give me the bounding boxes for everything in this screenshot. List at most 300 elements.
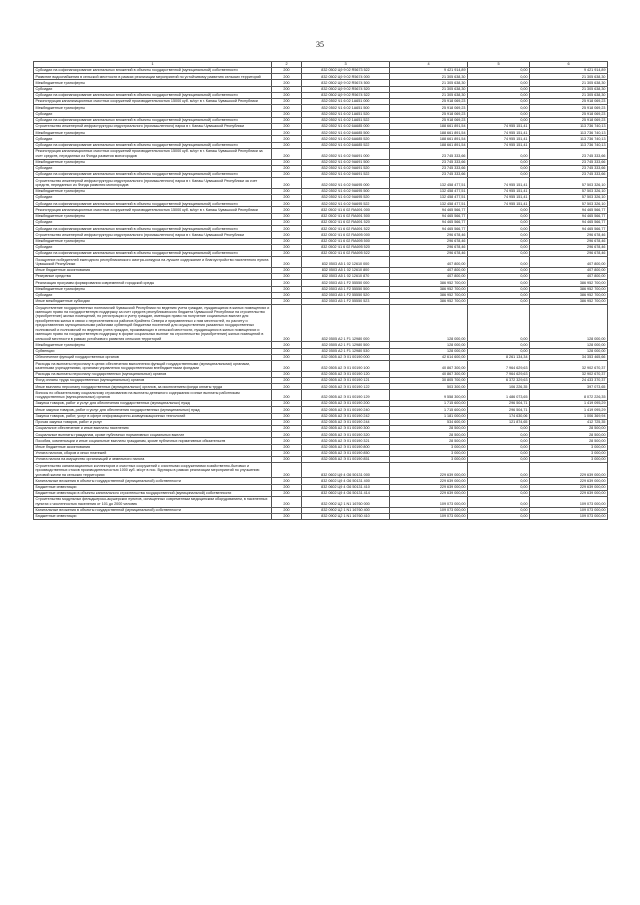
row-approved-cell: 534 600,00 bbox=[390, 419, 468, 425]
row-executed-cell: 296 504,71 bbox=[468, 401, 530, 407]
row-remaining-cell: 25 918 069,23 bbox=[530, 99, 608, 105]
row-executed-cell: 0,00 bbox=[468, 213, 530, 219]
row-code-cell: 200 bbox=[272, 195, 302, 201]
row-remaining-cell: 28 500,00 bbox=[530, 432, 608, 438]
row-remaining-cell: 21 305 638,30 bbox=[530, 86, 608, 92]
row-classification-cell: 832 0503 А5 1 02 12610 870 bbox=[302, 274, 390, 280]
row-remaining-cell: 94 465 566,77 bbox=[530, 226, 608, 232]
row-code-cell: 200 bbox=[272, 213, 302, 219]
row-name-cell: Субсидии bbox=[34, 86, 272, 92]
row-executed-cell: 106 226,35 bbox=[468, 384, 530, 390]
table-row bbox=[34, 438, 608, 444]
row-executed-cell: 0,00 bbox=[468, 513, 530, 519]
row-executed-cell: 74 955 151,41 bbox=[468, 123, 530, 129]
row-name-cell: Реконструкция канализационных очистных сооружений производительностью 15000 куб. м/сут в г. Канаш Чувашской Республики за счет средств, переданных из Фонда развития моногородов bbox=[34, 148, 272, 159]
row-classification-cell: 832 0505 А2 Э 01 00190 000 bbox=[302, 354, 390, 360]
row-code-cell: 200 bbox=[272, 148, 302, 159]
row-approved-cell: 386 952 700,00 bbox=[390, 286, 468, 292]
row-name-cell: Капитальные вложения в объекты государственной (муниципальной) собственности bbox=[34, 507, 272, 513]
budget-table bbox=[33, 61, 608, 520]
row-name-cell: Уплата налогов, сборов и иных платежей bbox=[34, 450, 272, 456]
row-executed-cell: 0,00 bbox=[468, 348, 530, 354]
row-approved-cell: 9 558 300,00 bbox=[390, 390, 468, 401]
row-remaining-cell: 57 503 326,10 bbox=[530, 178, 608, 189]
row-classification-cell: 832 0503 А5 1 02 12610 800 bbox=[302, 267, 390, 273]
row-name-cell: Субсидии на софинансирование капитальных вложений в объекты государственной (муниципальной) собственности bbox=[34, 142, 272, 148]
row-name-cell: Субсидии на софинансирование капитальных вложений в объекты государственной (муниципальной) собственности bbox=[34, 171, 272, 177]
row-code-cell: 200 bbox=[272, 111, 302, 117]
row-code-cell: 200 bbox=[272, 188, 302, 194]
row-name-cell: Субсидии на софинансирование капитальных вложений в объекты государственной (муниципальной) собственности bbox=[34, 226, 272, 232]
row-code-cell: 200 bbox=[272, 413, 302, 419]
row-name-cell: Межбюджетные трансферты bbox=[34, 286, 272, 292]
row-approved-cell: 503 300,00 bbox=[390, 384, 468, 390]
row-classification-cell: 832 0502 Ч1 6 02 1А651 000 bbox=[302, 99, 390, 105]
row-code-cell: 200 bbox=[272, 226, 302, 232]
row-classification-cell: 832 0502 Ц9 9 02 R5674 000 bbox=[302, 74, 390, 80]
row-code-cell: 200 bbox=[272, 159, 302, 165]
row-approved-cell: 109 073 000,00 bbox=[390, 497, 468, 508]
row-approved-cell: 128 000,00 bbox=[390, 342, 468, 348]
row-remaining-cell: 128 000,00 bbox=[530, 348, 608, 354]
row-remaining-cell: 21 305 638,30 bbox=[530, 92, 608, 98]
row-classification-cell: 832 0505 А2 Э 01 00190 121 bbox=[302, 378, 390, 384]
row-name-cell: Субсидии bbox=[34, 219, 272, 225]
column-header: 2 bbox=[272, 62, 302, 68]
row-code-cell: 200 bbox=[272, 68, 302, 74]
row-classification-cell: 832 0902 Ц2 1 N1 16760 400 bbox=[302, 507, 390, 513]
table-row bbox=[34, 490, 608, 496]
row-classification-cell: 832 0502 Ч1 6 02 9А695 522 bbox=[302, 201, 390, 207]
row-code-cell: 200 bbox=[272, 497, 302, 508]
row-classification-cell: 832 0602 Ц9 4 G6 50131 000 bbox=[302, 463, 390, 478]
row-approved-cell: 94 465 566,77 bbox=[390, 226, 468, 232]
table-row bbox=[34, 425, 608, 431]
column-header: 3 bbox=[302, 62, 390, 68]
row-name-cell: Резервные средства bbox=[34, 274, 272, 280]
row-name-cell: Фонд оплаты труда государственных (муниципальных) органов bbox=[34, 378, 272, 384]
row-classification-cell: 832 0503 А5 1 F2 55550 523 bbox=[302, 298, 390, 304]
row-executed-cell: 0,00 bbox=[468, 86, 530, 92]
row-remaining-cell: 109 073 000,00 bbox=[530, 513, 608, 519]
row-approved-cell: 40 867 300,00 bbox=[390, 361, 468, 372]
row-code-cell: 200 bbox=[272, 99, 302, 105]
row-approved-cell: 23 745 333,66 bbox=[390, 171, 468, 177]
row-code-cell: 200 bbox=[272, 354, 302, 360]
row-classification-cell: 832 0502 Ч1 6 02 RА695 500 bbox=[302, 238, 390, 244]
row-executed-cell: 74 955 151,41 bbox=[468, 136, 530, 142]
row-remaining-cell: 296 678,46 bbox=[530, 238, 608, 244]
table-row bbox=[34, 207, 608, 213]
table-row bbox=[34, 497, 608, 508]
row-classification-cell: 832 0502 Ч1 6 02 9А691 522 bbox=[302, 171, 390, 177]
row-classification-cell: 832 0502 Ч1 6 02 RА695 522 bbox=[302, 251, 390, 257]
row-classification-cell: 832 0502 Ч1 6 02 9А691 520 bbox=[302, 165, 390, 171]
row-executed-cell: 0,00 bbox=[468, 117, 530, 123]
row-code-cell: 200 bbox=[272, 257, 302, 268]
row-name-cell: Поощрение победителей ежегодного республиканского смотра-конкурса на лучшее содержание и благоустройство населенного пункта Чувашской Республики bbox=[34, 257, 272, 268]
row-approved-cell: 109 073 000,00 bbox=[390, 507, 468, 513]
row-name-cell: Межбюджетные трансферты bbox=[34, 188, 272, 194]
row-name-cell: Межбюджетные трансферты bbox=[34, 238, 272, 244]
table-row bbox=[34, 68, 608, 74]
row-approved-cell: 21 305 638,30 bbox=[390, 74, 468, 80]
row-executed-cell: 0,00 bbox=[468, 159, 530, 165]
row-name-cell: Иные бюджетные ассигнования bbox=[34, 444, 272, 450]
row-approved-cell: 25 918 069,23 bbox=[390, 117, 468, 123]
table-row bbox=[34, 92, 608, 98]
table-row bbox=[34, 432, 608, 438]
row-code-cell: 200 bbox=[272, 244, 302, 250]
page-number: 35 bbox=[316, 40, 324, 49]
row-name-cell: Социальное обеспечение и иные выплаты населению bbox=[34, 425, 272, 431]
row-approved-cell: 28 500,00 bbox=[390, 425, 468, 431]
row-remaining-cell: 229 639 000,00 bbox=[530, 484, 608, 490]
row-approved-cell: 229 639 000,00 bbox=[390, 484, 468, 490]
row-approved-cell: 407 800,00 bbox=[390, 257, 468, 268]
row-code-cell: 200 bbox=[272, 92, 302, 98]
row-classification-cell: 832 0602 Ц9 4 G6 50131 400 bbox=[302, 478, 390, 484]
row-name-cell: Прочая закупка товаров, работ и услуг bbox=[34, 419, 272, 425]
row-remaining-cell: 407 800,00 bbox=[530, 267, 608, 273]
row-classification-cell: 832 0503 А5 1 F2 55550 500 bbox=[302, 286, 390, 292]
row-name-cell: Развитие водоснабжения в сельской местности в рамках реализации мероприятий по устойчивому развитию сельских территорий bbox=[34, 74, 272, 80]
row-approved-cell: 1 715 600,00 bbox=[390, 407, 468, 413]
row-remaining-cell: 229 639 000,00 bbox=[530, 463, 608, 478]
row-classification-cell: 832 0502 Ч1 6 02 RА691 520 bbox=[302, 219, 390, 225]
row-executed-cell: 174 630,06 bbox=[468, 413, 530, 419]
row-classification-cell: 832 0505 А2 Э 01 00190 122 bbox=[302, 384, 390, 390]
row-remaining-cell: 23 745 333,66 bbox=[530, 171, 608, 177]
row-executed-cell: 0,00 bbox=[468, 80, 530, 86]
table-row bbox=[34, 384, 608, 390]
table-row bbox=[34, 251, 608, 257]
row-code-cell: 200 bbox=[272, 201, 302, 207]
row-classification-cell: 832 0502 Ч1 6 02 RА691 000 bbox=[302, 207, 390, 213]
row-code-cell: 200 bbox=[272, 251, 302, 257]
table-row bbox=[34, 232, 608, 238]
row-approved-cell: 94 465 566,77 bbox=[390, 213, 468, 219]
row-remaining-cell: 23 745 333,66 bbox=[530, 159, 608, 165]
row-approved-cell: 229 639 000,00 bbox=[390, 463, 468, 478]
row-name-cell: Осуществление государственных полномочий Чувашской Республики по ведению учета граждан, нуждающихся в жилых помещениях и имеющих право на государственную поддержку за счет средств республиканского бюджета Чувашской Республики на строительство (приобретение) жилых помещений, по регистрации и учету граждан, имеющих право на получение социальных выплат для приобретения жилья в связи с переселением из районов Крайнего Севера и приравненных к ним местностей, по расчету и предоставлению муниципальными районами субвенций бюджетам поселений для осуществления указанных государственных полномочий и полномочий по ведению учета граждан, проживающих в сельской местности, нуждающихся в жилых помещениях и имеющих право на государственную поддержку в форме социальных выплат на строительство (приобретение) жилых помещений в сельской местности в рамках устойчивого развития сельских территорий bbox=[34, 305, 272, 342]
row-code-cell: 200 bbox=[272, 484, 302, 490]
row-approved-cell: 9 421 914,89 bbox=[390, 68, 468, 74]
row-name-cell: Бюджетные инвестиции bbox=[34, 484, 272, 490]
row-classification-cell: 832 0502 Ч1 6 02 1А651 500 bbox=[302, 105, 390, 111]
row-code-cell: 200 bbox=[272, 305, 302, 342]
row-remaining-cell: 113 736 740,13 bbox=[530, 136, 608, 142]
row-name-cell: Строительство модульных фельдшерско-акушерских пунктов, оснащенных современным медицинским оборудованием, в населенных пунктах с численностью населения от 101 до 2000 человек bbox=[34, 497, 272, 508]
row-classification-cell: 832 0502 Ц9 9 02 R5673 522 bbox=[302, 68, 390, 74]
row-remaining-cell: 3 000,00 bbox=[530, 444, 608, 450]
row-approved-cell: 28 500,00 bbox=[390, 438, 468, 444]
row-name-cell: Взносы по обязательному социальному страхованию на выплаты денежного содержания и иные выплаты работникам государственных (муниципальных) органов bbox=[34, 390, 272, 401]
row-classification-cell: 832 0502 Ч1 6 02 9А695 000 bbox=[302, 178, 390, 189]
table-row bbox=[34, 371, 608, 377]
row-remaining-cell: 128 000,00 bbox=[530, 305, 608, 342]
row-approved-cell: 94 465 566,77 bbox=[390, 219, 468, 225]
row-executed-cell: 0,00 bbox=[468, 298, 530, 304]
row-code-cell: 200 bbox=[272, 444, 302, 450]
row-approved-cell: 188 661 891,54 bbox=[390, 130, 468, 136]
row-executed-cell: 0,00 bbox=[468, 478, 530, 484]
row-classification-cell: 832 0505 А2 1 F1 12980 530 bbox=[302, 348, 390, 354]
row-classification-cell: 832 0505 А2 Э 01 00190 129 bbox=[302, 390, 390, 401]
row-name-cell: Социальные выплаты гражданам, кроме публичных нормативных социальных выплат bbox=[34, 432, 272, 438]
row-remaining-cell: 397 073,65 bbox=[530, 384, 608, 390]
table-row bbox=[34, 513, 608, 519]
row-executed-cell: 8 261 134,34 bbox=[468, 354, 530, 360]
row-executed-cell: 0,00 bbox=[468, 280, 530, 286]
row-executed-cell: 7 964 629,63 bbox=[468, 361, 530, 372]
table-row bbox=[34, 74, 608, 80]
row-remaining-cell: 57 503 326,10 bbox=[530, 201, 608, 207]
row-remaining-cell: 386 952 700,00 bbox=[530, 280, 608, 286]
row-classification-cell: 832 0505 А2 Э 01 00190 320 bbox=[302, 432, 390, 438]
row-approved-cell: 386 952 700,00 bbox=[390, 280, 468, 286]
row-remaining-cell: 3 000,00 bbox=[530, 450, 608, 456]
table-row bbox=[34, 507, 608, 513]
row-approved-cell: 188 661 891,54 bbox=[390, 142, 468, 148]
row-executed-cell: 0,00 bbox=[468, 111, 530, 117]
row-executed-cell: 74 955 151,41 bbox=[468, 178, 530, 189]
table-row bbox=[34, 413, 608, 419]
row-remaining-cell: 25 918 069,23 bbox=[530, 117, 608, 123]
row-code-cell: 200 bbox=[272, 123, 302, 129]
row-remaining-cell: 229 639 000,00 bbox=[530, 478, 608, 484]
row-remaining-cell: 412 725,35 bbox=[530, 419, 608, 425]
row-executed-cell: 0,00 bbox=[468, 226, 530, 232]
row-approved-cell: 21 305 638,30 bbox=[390, 86, 468, 92]
row-classification-cell: 832 0502 Ц9 9 02 R5674 500 bbox=[302, 80, 390, 86]
row-executed-cell: 0,00 bbox=[468, 484, 530, 490]
table-row bbox=[34, 407, 608, 413]
row-classification-cell: 832 0502 Ч1 6 02 9А691 500 bbox=[302, 159, 390, 165]
row-remaining-cell: 128 000,00 bbox=[530, 342, 608, 348]
row-classification-cell: 832 0505 А2 Э 01 00190 242 bbox=[302, 413, 390, 419]
row-remaining-cell: 113 736 740,13 bbox=[530, 130, 608, 136]
row-approved-cell: 407 800,00 bbox=[390, 267, 468, 273]
row-classification-cell: 832 0505 А2 Э 01 00190 321 bbox=[302, 438, 390, 444]
row-classification-cell: 832 0505 А2 Э 01 00190 240 bbox=[302, 407, 390, 413]
row-name-cell: Расходы на выплаты персоналу государственных (муниципальных) органов bbox=[34, 371, 272, 377]
row-code-cell: 200 bbox=[272, 342, 302, 348]
row-name-cell: Субсидии bbox=[34, 111, 272, 117]
row-remaining-cell: 407 800,00 bbox=[530, 274, 608, 280]
row-remaining-cell: 296 678,46 bbox=[530, 232, 608, 238]
row-classification-cell: 832 0505 А2 Э 01 00190 851 bbox=[302, 457, 390, 463]
row-remaining-cell: 8 072 226,35 bbox=[530, 390, 608, 401]
row-executed-cell: 0,00 bbox=[468, 171, 530, 177]
row-remaining-cell: 109 073 000,00 bbox=[530, 507, 608, 513]
row-name-cell: Строительство канализационных коллекторов и очистных сооружений с очистными сооружениями хозяйственно-бытовых и производственных стоков производительностью 1000 куб. м/сут в пос. Вурнары в рамках реализации мероприятий по улучшению условий жизни на сельских территориях bbox=[34, 463, 272, 478]
row-approved-cell: 3 000,00 bbox=[390, 450, 468, 456]
row-remaining-cell: 1 419 095,29 bbox=[530, 407, 608, 413]
row-classification-cell: 832 0502 Ц9 9 02 R5674 522 bbox=[302, 92, 390, 98]
row-executed-cell: 0,00 bbox=[468, 92, 530, 98]
row-code-cell: 200 bbox=[272, 232, 302, 238]
row-code-cell: 200 bbox=[272, 136, 302, 142]
table-row bbox=[34, 148, 608, 159]
row-name-cell: Закупка товаров, работ и услуг для обеспечения государственных (муниципальных) нужд bbox=[34, 401, 272, 407]
row-approved-cell: 25 918 069,23 bbox=[390, 111, 468, 117]
row-code-cell: 200 bbox=[272, 207, 302, 213]
row-classification-cell: 832 0505 А2 Э 01 00190 244 bbox=[302, 419, 390, 425]
row-executed-cell: 121 874,65 bbox=[468, 419, 530, 425]
row-approved-cell: 23 745 333,66 bbox=[390, 165, 468, 171]
row-executed-cell: 0,00 bbox=[468, 425, 530, 431]
row-code-cell: 200 bbox=[272, 267, 302, 273]
row-approved-cell: 3 000,00 bbox=[390, 444, 468, 450]
row-classification-cell: 832 0505 А2 Э 01 00190 800 bbox=[302, 444, 390, 450]
row-executed-cell: 296 504,71 bbox=[468, 407, 530, 413]
row-executed-cell: 0,00 bbox=[468, 438, 530, 444]
row-code-cell: 200 bbox=[272, 401, 302, 407]
row-executed-cell: 74 955 151,41 bbox=[468, 201, 530, 207]
table-row bbox=[34, 226, 608, 232]
row-classification-cell: 832 0503 А5 1 02 12610 000 bbox=[302, 257, 390, 268]
row-approved-cell: 229 639 000,00 bbox=[390, 490, 468, 496]
row-remaining-cell: 1 006 369,94 bbox=[530, 413, 608, 419]
row-remaining-cell: 25 918 069,23 bbox=[530, 105, 608, 111]
row-remaining-cell: 296 678,46 bbox=[530, 251, 608, 257]
row-classification-cell: 832 0502 Ч1 6 02 9А695 500 bbox=[302, 188, 390, 194]
table-row bbox=[34, 478, 608, 484]
row-name-cell: Субсидии bbox=[34, 136, 272, 142]
column-header: 6 bbox=[530, 62, 608, 68]
row-executed-cell: 74 955 151,41 bbox=[468, 130, 530, 136]
row-classification-cell: 832 0902 Ц2 1 N1 16760 000 bbox=[302, 497, 390, 508]
row-code-cell: 200 bbox=[272, 419, 302, 425]
row-remaining-cell: 94 465 566,77 bbox=[530, 213, 608, 219]
row-code-cell: 200 bbox=[272, 463, 302, 478]
row-approved-cell: 40 867 300,00 bbox=[390, 371, 468, 377]
row-classification-cell: 832 0502 Ч1 6 02 9А691 000 bbox=[302, 148, 390, 159]
row-code-cell: 200 bbox=[272, 298, 302, 304]
row-approved-cell: 21 305 638,30 bbox=[390, 92, 468, 98]
row-approved-cell: 296 678,46 bbox=[390, 232, 468, 238]
row-code-cell: 200 bbox=[272, 165, 302, 171]
row-approved-cell: 407 800,00 bbox=[390, 274, 468, 280]
row-executed-cell: 0,00 bbox=[468, 219, 530, 225]
row-approved-cell: 296 678,46 bbox=[390, 238, 468, 244]
row-name-cell: Межбюджетные трансферты bbox=[34, 159, 272, 165]
row-classification-cell: 832 0902 Ц2 1 N1 16760 410 bbox=[302, 513, 390, 519]
row-code-cell: 200 bbox=[272, 384, 302, 390]
row-name-cell: Субсидии bbox=[34, 165, 272, 171]
row-remaining-cell: 1 419 095,29 bbox=[530, 401, 608, 407]
row-name-cell: Строительство инженерной инфраструктуры индустриального (промышленного) парка в г. Канаш Чувашской Республики bbox=[34, 232, 272, 238]
row-executed-cell: 0,00 bbox=[468, 68, 530, 74]
row-classification-cell: 832 0502 Ц9 9 02 R5674 520 bbox=[302, 86, 390, 92]
row-executed-cell: 0,00 bbox=[468, 305, 530, 342]
row-name-cell: Субвенции bbox=[34, 348, 272, 354]
row-remaining-cell: 386 952 700,00 bbox=[530, 298, 608, 304]
row-classification-cell: 832 0502 Ч1 6 02 6А685 522 bbox=[302, 142, 390, 148]
row-name-cell: Субсидии на софинансирование капитальных вложений в объекты государственной (муниципальной) собственности bbox=[34, 201, 272, 207]
row-name-cell: Реконструкция канализационных очистных сооружений производительностью 15000 куб. м/сут в г. Канаш Чувашской Республики bbox=[34, 207, 272, 213]
table-row bbox=[34, 178, 608, 189]
row-name-cell: Межбюджетные трансферты bbox=[34, 105, 272, 111]
table-row bbox=[34, 378, 608, 384]
row-executed-cell: 0,00 bbox=[468, 165, 530, 171]
row-code-cell: 200 bbox=[272, 432, 302, 438]
row-executed-cell: 0,00 bbox=[468, 490, 530, 496]
row-approved-cell: 132 458 477,51 bbox=[390, 178, 468, 189]
row-code-cell: 200 bbox=[272, 74, 302, 80]
row-remaining-cell: 25 918 069,23 bbox=[530, 111, 608, 117]
row-code-cell: 200 bbox=[272, 274, 302, 280]
row-executed-cell: 7 964 629,63 bbox=[468, 371, 530, 377]
row-approved-cell: 25 918 069,23 bbox=[390, 99, 468, 105]
row-code-cell: 200 bbox=[272, 390, 302, 401]
row-approved-cell: 188 661 891,54 bbox=[390, 123, 468, 129]
row-code-cell: 200 bbox=[272, 478, 302, 484]
row-code-cell: 200 bbox=[272, 86, 302, 92]
row-name-cell: Межбюджетные трансферты bbox=[34, 80, 272, 86]
row-classification-cell: 832 0602 Ц9 4 G6 50131 410 bbox=[302, 484, 390, 490]
row-executed-cell: 0,00 bbox=[468, 251, 530, 257]
row-code-cell: 200 bbox=[272, 105, 302, 111]
row-code-cell: 200 bbox=[272, 361, 302, 372]
row-remaining-cell: 407 800,00 bbox=[530, 257, 608, 268]
row-remaining-cell: 23 745 333,66 bbox=[530, 148, 608, 159]
row-approved-cell: 21 305 638,30 bbox=[390, 80, 468, 86]
row-executed-cell: 0,00 bbox=[468, 463, 530, 478]
row-remaining-cell: 24 433 370,37 bbox=[530, 378, 608, 384]
row-remaining-cell: 229 639 000,00 bbox=[530, 490, 608, 496]
row-name-cell: Реконструкция канализационных очистных сооружений производительностью 15000 куб. м/сут в г. Канаш Чувашской Республики bbox=[34, 99, 272, 105]
row-executed-cell: 0,00 bbox=[468, 432, 530, 438]
row-remaining-cell: 3 000,00 bbox=[530, 457, 608, 463]
row-executed-cell: 0,00 bbox=[468, 105, 530, 111]
row-approved-cell: 386 952 700,00 bbox=[390, 298, 468, 304]
row-approved-cell: 132 458 477,51 bbox=[390, 188, 468, 194]
row-name-cell: Пособия, компенсации и иные социальные выплаты гражданам, кроме публичных нормативных обязательств bbox=[34, 438, 272, 444]
row-name-cell: Субсидии bbox=[34, 195, 272, 201]
row-name-cell: Расходы на выплаты персоналу в целях обеспечения выполнения функций государственными (муниципальными) органами, казенными учреждениями, органами управления государственными внебюджетными фондами bbox=[34, 361, 272, 372]
row-executed-cell: 6 372 329,63 bbox=[468, 378, 530, 384]
row-code-cell: 200 bbox=[272, 142, 302, 148]
table-row bbox=[34, 257, 608, 268]
row-approved-cell: 386 952 700,00 bbox=[390, 292, 468, 298]
row-name-cell: Межбюджетные трансферты bbox=[34, 130, 272, 136]
row-name-cell: Строительство инженерной инфраструктуры индустриального (промышленного) парка в г. Канаш Чувашской Республики за счет средств, переданных из Фонда развития моногородов bbox=[34, 178, 272, 189]
row-remaining-cell: 386 952 700,00 bbox=[530, 286, 608, 292]
row-remaining-cell: 113 736 740,13 bbox=[530, 123, 608, 129]
row-executed-cell: 74 955 151,41 bbox=[468, 195, 530, 201]
row-remaining-cell: 9 421 914,89 bbox=[530, 68, 608, 74]
row-classification-cell: 832 0502 Ч1 6 02 1А651 522 bbox=[302, 117, 390, 123]
row-classification-cell: 832 0502 Ч1 6 02 RА695 520 bbox=[302, 244, 390, 250]
row-executed-cell: 0,00 bbox=[468, 74, 530, 80]
row-remaining-cell: 57 503 326,10 bbox=[530, 188, 608, 194]
row-code-cell: 200 bbox=[272, 280, 302, 286]
row-remaining-cell: 94 465 566,77 bbox=[530, 219, 608, 225]
row-executed-cell: 0,00 bbox=[468, 238, 530, 244]
row-executed-cell: 0,00 bbox=[468, 457, 530, 463]
row-code-cell: 200 bbox=[272, 178, 302, 189]
row-name-cell: Закупка товаров, работ, услуг в сфере информационно-коммуникационных технологий bbox=[34, 413, 272, 419]
row-code-cell: 200 bbox=[272, 117, 302, 123]
row-executed-cell: 74 955 151,41 bbox=[468, 142, 530, 148]
row-classification-cell: 832 0502 Ч1 6 02 6А685 500 bbox=[302, 130, 390, 136]
row-name-cell: Иные закупки товаров, работ и услуг для обеспечения государственных (муниципальных) нужд bbox=[34, 407, 272, 413]
row-code-cell: 200 bbox=[272, 80, 302, 86]
row-executed-cell: 1 486 073,65 bbox=[468, 390, 530, 401]
table-row bbox=[34, 361, 608, 372]
